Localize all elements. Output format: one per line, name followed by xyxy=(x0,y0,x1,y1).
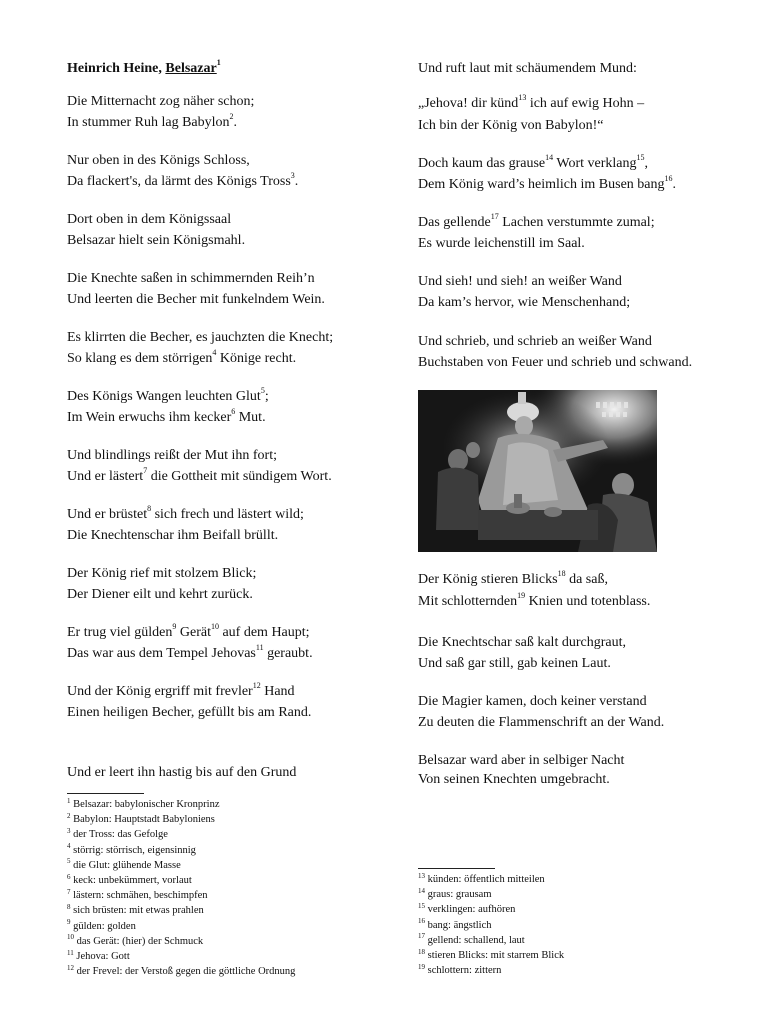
verse-text: Und der König ergriff mit frevler xyxy=(67,684,253,699)
footnote xyxy=(418,934,525,947)
verse-text: die Gottheit mit sündigem Wort. xyxy=(147,469,332,484)
footnote-marker: 13 xyxy=(418,871,425,880)
footnote-marker: 16 xyxy=(418,917,425,926)
verse-text: Und er lästert xyxy=(67,469,144,484)
footnote-marker: 11 xyxy=(255,643,264,653)
verse-line xyxy=(67,173,298,191)
footnote xyxy=(67,935,203,948)
verse-text: Es wurde leichenstill im Saal. xyxy=(418,236,585,251)
painting-image xyxy=(418,390,657,552)
verse-line xyxy=(67,270,315,288)
verse-line xyxy=(418,655,611,673)
verse-line xyxy=(67,388,269,406)
footnote xyxy=(67,813,215,826)
footnote xyxy=(418,964,501,977)
footnote xyxy=(67,859,181,872)
verse-text: ; xyxy=(264,389,269,404)
footnote-marker: 4 xyxy=(212,348,217,358)
verse-text: Von seinen Knechten umgebracht. xyxy=(418,772,610,787)
verse-line xyxy=(67,704,311,722)
verse-line xyxy=(418,634,626,652)
footnote-marker: 8 xyxy=(147,504,152,514)
verse-text: Hand xyxy=(260,684,295,699)
verse-text: Doch kaum das grause xyxy=(418,156,546,171)
footnote-text: schlottern: zittern xyxy=(425,965,502,977)
footnote-marker: 2 xyxy=(67,811,71,820)
verse-line xyxy=(418,176,676,194)
footnote-marker: 12 xyxy=(67,963,74,972)
poem-author: Heinrich Heine, xyxy=(67,61,166,76)
verse-line xyxy=(67,291,325,309)
verse-text: Die Knechtenschar ihm Beifall brüllt. xyxy=(67,528,279,543)
footnote-marker: 14 xyxy=(418,886,425,895)
verse-text: Einen heiligen Becher, gefüllt bis am Rand. xyxy=(67,705,312,720)
verse-line xyxy=(418,235,585,253)
belshazzar-painting xyxy=(418,390,657,552)
verse-text: Da flackert's, da lärmt des Königs Tross xyxy=(67,174,291,189)
footnote-text: bang: ängstlich xyxy=(425,919,492,931)
footnote-text: lästern: schmähen, beschimpfen xyxy=(70,890,208,902)
verse-text: Und blindlings reißt der Mut ihn fort; xyxy=(67,448,277,463)
verse-text: Und leerten die Becher mit funkelndem Wein. xyxy=(67,292,325,307)
footnote-marker: 3 xyxy=(290,171,295,181)
footnote-marker: 16 xyxy=(664,174,673,184)
footnote-marker: 7 xyxy=(67,887,71,896)
verse-line xyxy=(418,354,692,372)
footnote-text: störrig: störrisch, eigensinnig xyxy=(70,844,196,856)
verse-line xyxy=(418,60,637,78)
footnote-marker: 18 xyxy=(418,947,425,956)
verse-line xyxy=(418,693,647,711)
verse-line xyxy=(67,565,256,583)
verse-text: Er trug viel gülden xyxy=(67,625,173,640)
verse-line xyxy=(418,571,608,589)
verse-line xyxy=(418,117,603,135)
footnote-text: das Gerät: (hier) der Schmuck xyxy=(74,935,204,947)
verse-text: Dem König ward’s heimlich im Busen bang xyxy=(418,177,665,192)
verse-text: Belsazar hielt sein Königsmahl. xyxy=(67,233,246,248)
verse-text: Lachen verstummte zumal; xyxy=(498,215,655,230)
footnote-text: keck: unbekümmert, vorlaut xyxy=(70,875,192,886)
footnote-marker: 7 xyxy=(143,466,148,476)
footnote-marker: 18 xyxy=(557,569,566,579)
footnote-text: gellend: schallend, laut xyxy=(425,934,525,946)
footnote-marker: 1 xyxy=(67,796,71,805)
footnote xyxy=(67,828,168,841)
footnote-text: graus: grausam xyxy=(425,889,492,901)
footnote-marker: 9 xyxy=(67,918,71,927)
footnote xyxy=(67,844,196,857)
verse-text: geraubt. xyxy=(263,646,313,661)
verse-line xyxy=(418,155,648,173)
verse-line xyxy=(67,232,245,250)
footnote-text: gülden: golden xyxy=(70,920,136,932)
verse-line xyxy=(67,152,250,170)
footnote xyxy=(418,919,492,932)
verse-text: Der König rief mit stolzem Blick; xyxy=(67,566,257,581)
verse-line xyxy=(418,593,650,611)
footnote-marker: 5 xyxy=(67,857,71,866)
verse-text: Die Mitternacht zog näher schon; xyxy=(67,94,255,109)
verse-text: „Jehova! dir künd xyxy=(418,96,519,111)
verse-text: Und sieh! und sieh! an weißer Wand xyxy=(418,274,622,289)
footnote-text: der Tross: das Gefolge xyxy=(70,829,168,841)
verse-text: . xyxy=(233,115,238,130)
footnote-marker: 19 xyxy=(418,962,425,971)
footnote-marker: 12 xyxy=(252,681,261,691)
verse-line xyxy=(418,333,652,351)
verse-text: So klang es dem störrigen xyxy=(67,351,213,366)
footnote-text: die Glut: glühende Masse xyxy=(70,859,181,871)
footnote-marker: 17 xyxy=(418,932,425,941)
verse-text: auf dem Haupt; xyxy=(218,625,310,640)
footnote-marker: 2 xyxy=(229,112,234,122)
verse-text: ich auf ewig Hohn – xyxy=(526,96,645,111)
footnote-separator-right xyxy=(418,868,495,869)
verse-line xyxy=(67,586,253,604)
footnote xyxy=(67,798,220,811)
verse-line xyxy=(67,527,278,545)
footnote xyxy=(418,873,545,886)
verse-text: Und saß gar still, gab keinen Laut. xyxy=(418,656,611,671)
verse-text: Belsazar ward aber in selbiger Nacht xyxy=(418,753,625,768)
footnote-marker: 6 xyxy=(67,872,71,881)
verse-text: Ich bin der König von Babylon!“ xyxy=(418,118,604,133)
footnote-marker: 9 xyxy=(172,622,177,632)
footnote-marker: 15 xyxy=(636,153,645,163)
verse-text: Knien und totenblass. xyxy=(525,594,651,609)
footnote xyxy=(67,950,130,963)
verse-text: Mut. xyxy=(235,410,266,425)
footnote-text: Babylon: Hauptstadt Babyloniens xyxy=(70,814,215,826)
verse-line xyxy=(67,409,266,427)
verse-text: Dort oben in dem Königssaal xyxy=(67,212,232,227)
verse-text: Die Knechte saßen in schimmernden Reih’n xyxy=(67,271,315,286)
verse-line xyxy=(67,645,313,663)
verse-line xyxy=(67,93,254,111)
footnote-text: künden: öffentlich mitteilen xyxy=(425,874,545,885)
footnote-text: stieren Blicks: mit starrem Blick xyxy=(425,950,565,961)
poem-title xyxy=(67,60,221,78)
footnote-text: sich brüsten: mit etwas prahlen xyxy=(70,905,204,917)
footnote-marker: 8 xyxy=(67,902,71,911)
footnote-marker: 13 xyxy=(518,93,527,103)
footnote-marker: 1 xyxy=(216,58,221,68)
verse-text: Da kam’s hervor, wie Menschenhand; xyxy=(418,295,631,310)
verse-line xyxy=(67,350,296,368)
footnote-text: verklingen: aufhören xyxy=(425,904,516,916)
footnote-marker: 5 xyxy=(260,386,265,396)
verse-text: sich frech und lästert wild; xyxy=(151,507,304,522)
verse-line xyxy=(418,273,622,291)
verse-line xyxy=(67,683,295,701)
footnote-marker: 19 xyxy=(517,591,526,601)
footnote xyxy=(418,903,515,916)
verse-line xyxy=(418,214,655,232)
footnote-marker: 10 xyxy=(67,933,74,942)
verse-line xyxy=(418,771,610,789)
verse-line xyxy=(418,95,644,113)
footnote xyxy=(418,888,491,901)
footnote-text: Belsazar: babylonischer Kronprinz xyxy=(70,799,220,810)
verse-line xyxy=(67,447,277,465)
footnote-marker: 4 xyxy=(67,842,71,851)
verse-line xyxy=(418,752,624,770)
poem-work-title: Belsazar xyxy=(165,61,217,76)
verse-text: Gerät xyxy=(176,625,211,640)
verse-line xyxy=(67,506,304,524)
verse-text: Die Knechtschar saß kalt durchgraut, xyxy=(418,635,626,650)
verse-text: Das gellende xyxy=(418,215,491,230)
verse-text: . xyxy=(672,177,677,192)
footnote xyxy=(418,949,564,962)
verse-text: Die Magier kamen, doch keiner verstand xyxy=(418,694,647,709)
verse-text: Das war aus dem Tempel Jehovas xyxy=(67,646,256,661)
footnote-text: der Frevel: der Verstoß gegen die göttliche Ordnung xyxy=(74,966,296,978)
footnote xyxy=(67,965,295,978)
verse-text: Es klirrten die Becher, es jauchzten die Knecht; xyxy=(67,330,334,345)
verse-line xyxy=(67,764,296,782)
verse-text: Nur oben in des Königs Schloss, xyxy=(67,153,250,168)
verse-line xyxy=(67,329,333,347)
verse-line xyxy=(418,714,664,732)
footnote xyxy=(67,874,192,887)
verse-text: Könige recht. xyxy=(216,351,297,366)
footnote xyxy=(67,920,136,933)
verse-text: Wort verklang xyxy=(553,156,637,171)
verse-line xyxy=(67,468,332,486)
verse-text: Zu deuten die Flammenschrift an der Wand. xyxy=(418,715,665,730)
verse-text: Des Königs Wangen leuchten Glut xyxy=(67,389,261,404)
verse-text: Und ruft laut mit schäumendem Mund: xyxy=(418,61,637,76)
footnote-marker: 11 xyxy=(67,948,74,957)
footnote-marker: 17 xyxy=(490,212,499,222)
footnote-separator-left xyxy=(67,793,144,794)
verse-text: Der Diener eilt und kehrt zurück. xyxy=(67,587,253,602)
verse-line xyxy=(67,624,310,642)
verse-text: In stummer Ruh lag Babylon xyxy=(67,115,230,130)
verse-text: Und er leert ihn hastig bis auf den Grund xyxy=(67,765,297,780)
footnote-marker: 6 xyxy=(231,407,236,417)
footnote-marker: 14 xyxy=(545,153,554,163)
footnote-text: Jehova: Gott xyxy=(73,951,130,962)
verse-text: da saß, xyxy=(565,572,608,587)
footnote xyxy=(67,889,208,902)
footnote-marker: 3 xyxy=(67,826,71,835)
verse-text: , xyxy=(644,156,649,171)
footnote xyxy=(67,904,204,917)
verse-line xyxy=(67,211,231,229)
verse-text: Im Wein erwuchs ihm kecker xyxy=(67,410,232,425)
verse-text: . xyxy=(294,174,299,189)
verse-text: Und er brüstet xyxy=(67,507,148,522)
verse-line xyxy=(418,294,630,312)
verse-text: Und schrieb, und schrieb an weißer Wand xyxy=(418,334,652,349)
verse-text: Der König stieren Blicks xyxy=(418,572,558,587)
verse-text: Mit schlotternden xyxy=(418,594,518,609)
verse-text: Buchstaben von Feuer und schrieb und schwand. xyxy=(418,355,693,370)
footnote-marker: 10 xyxy=(210,622,219,632)
verse-line xyxy=(67,114,237,132)
footnote-marker: 15 xyxy=(418,901,425,910)
